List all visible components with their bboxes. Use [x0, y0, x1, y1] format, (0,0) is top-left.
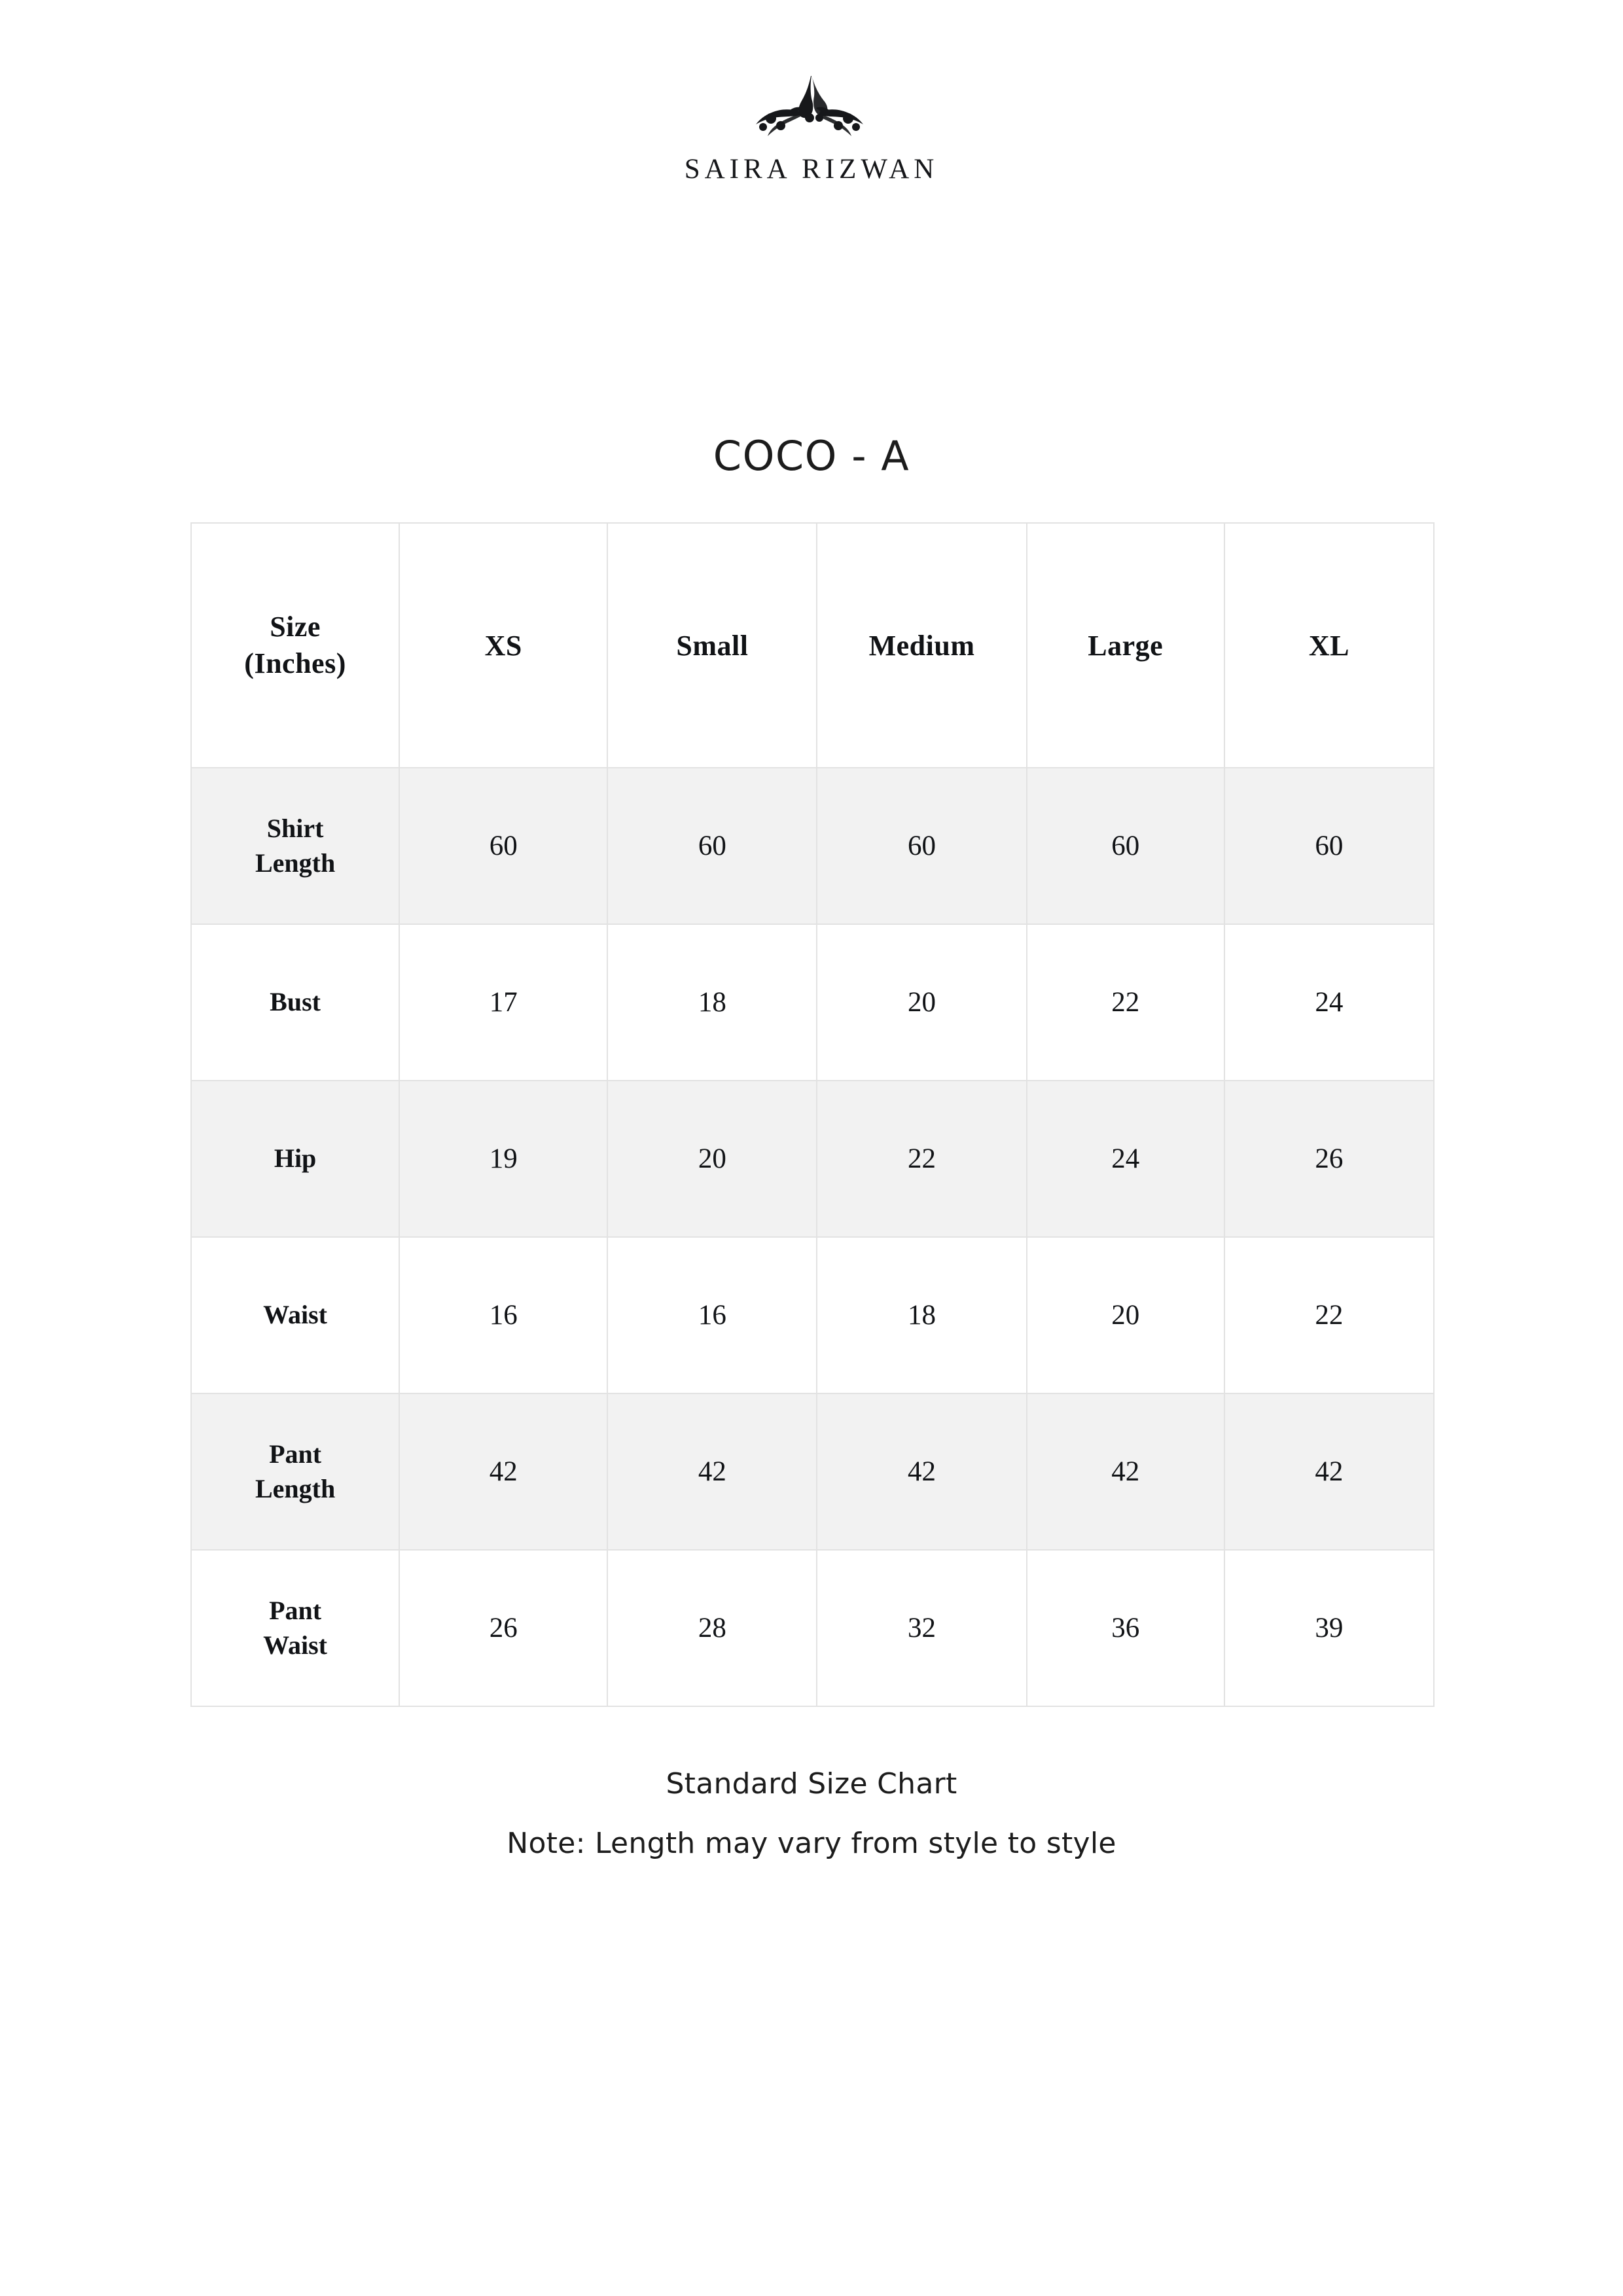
cell-hip-xs: 19 [399, 1081, 607, 1237]
size-chart-table-wrapper [190, 522, 1435, 1707]
cell-waist-xl: 22 [1224, 1237, 1434, 1393]
row-label-line2: Length [255, 848, 336, 878]
cell-pant-length-xs: 42 [399, 1393, 607, 1550]
cell-shirt-length-medium: 60 [817, 768, 1026, 924]
table-row [191, 768, 1434, 924]
row-label-bust [191, 924, 399, 1081]
footer-notes [0, 1767, 1623, 1860]
size-chart-table [190, 522, 1435, 1707]
floral-ornament-icon [743, 71, 880, 149]
column-header-xs: XS [399, 523, 607, 768]
cell-waist-medium: 18 [817, 1237, 1026, 1393]
row-label-waist [191, 1237, 399, 1393]
cell-bust-medium: 20 [817, 924, 1026, 1081]
cell-pant-waist-medium: 32 [817, 1550, 1026, 1706]
table-row [191, 1550, 1434, 1706]
table-row [191, 1237, 1434, 1393]
brand-name: SAIRA RIZWAN [684, 154, 939, 185]
brand-header [0, 71, 1623, 185]
cell-shirt-length-xs: 60 [399, 768, 607, 924]
column-header-size-line2: (Inches) [244, 647, 346, 679]
cell-shirt-length-xl: 60 [1224, 768, 1434, 924]
cell-pant-length-medium: 42 [817, 1393, 1026, 1550]
column-header-xl: XL [1224, 523, 1434, 768]
cell-pant-waist-small: 28 [607, 1550, 817, 1706]
cell-bust-xl: 24 [1224, 924, 1434, 1081]
cell-pant-length-small: 42 [607, 1393, 817, 1550]
cell-pant-waist-xs: 26 [399, 1550, 607, 1706]
row-label-pant-waist [191, 1550, 399, 1706]
table-row [191, 1081, 1434, 1237]
cell-hip-small: 20 [607, 1081, 817, 1237]
cell-waist-xs: 16 [399, 1237, 607, 1393]
cell-waist-large: 20 [1027, 1237, 1224, 1393]
row-label-line1: Hip [274, 1143, 317, 1174]
row-label-line2: Length [255, 1473, 336, 1503]
row-label-line2: Waist [263, 1630, 327, 1660]
column-header-large: Large [1027, 523, 1224, 768]
column-header-size [191, 523, 399, 768]
row-label-line1: Shirt [266, 813, 324, 843]
cell-waist-small: 16 [607, 1237, 817, 1393]
row-label-pant-length [191, 1393, 399, 1550]
column-header-size-line1: Size [270, 610, 321, 643]
cell-pant-waist-large: 36 [1027, 1550, 1224, 1706]
row-label-hip [191, 1081, 399, 1237]
cell-shirt-length-large: 60 [1027, 768, 1224, 924]
standard-size-chart-label: Standard Size Chart [666, 1767, 957, 1801]
length-note: Note: Length may vary from style to style [507, 1827, 1116, 1860]
column-header-medium: Medium [817, 523, 1026, 768]
cell-shirt-length-small: 60 [607, 768, 817, 924]
cell-pant-length-large: 42 [1027, 1393, 1224, 1550]
cell-bust-xs: 17 [399, 924, 607, 1081]
cell-hip-xl: 26 [1224, 1081, 1434, 1237]
table-body [191, 768, 1434, 1706]
row-label-line1: Waist [263, 1300, 327, 1330]
table-header-row [191, 523, 1434, 768]
cell-bust-small: 18 [607, 924, 817, 1081]
row-label-line1: Pant [269, 1595, 322, 1625]
cell-hip-large: 24 [1027, 1081, 1224, 1237]
row-label-line1: Pant [269, 1439, 322, 1469]
page-title: COCO - A [713, 432, 910, 480]
cell-pant-waist-xl: 39 [1224, 1550, 1434, 1706]
table-header [191, 523, 1434, 768]
cell-hip-medium: 22 [817, 1081, 1026, 1237]
row-label-shirt-length [191, 768, 399, 924]
table-row [191, 924, 1434, 1081]
table-row [191, 1393, 1434, 1550]
cell-bust-large: 22 [1027, 924, 1224, 1081]
cell-pant-length-xl: 42 [1224, 1393, 1434, 1550]
column-header-small: Small [607, 523, 817, 768]
row-label-line1: Bust [270, 987, 321, 1017]
